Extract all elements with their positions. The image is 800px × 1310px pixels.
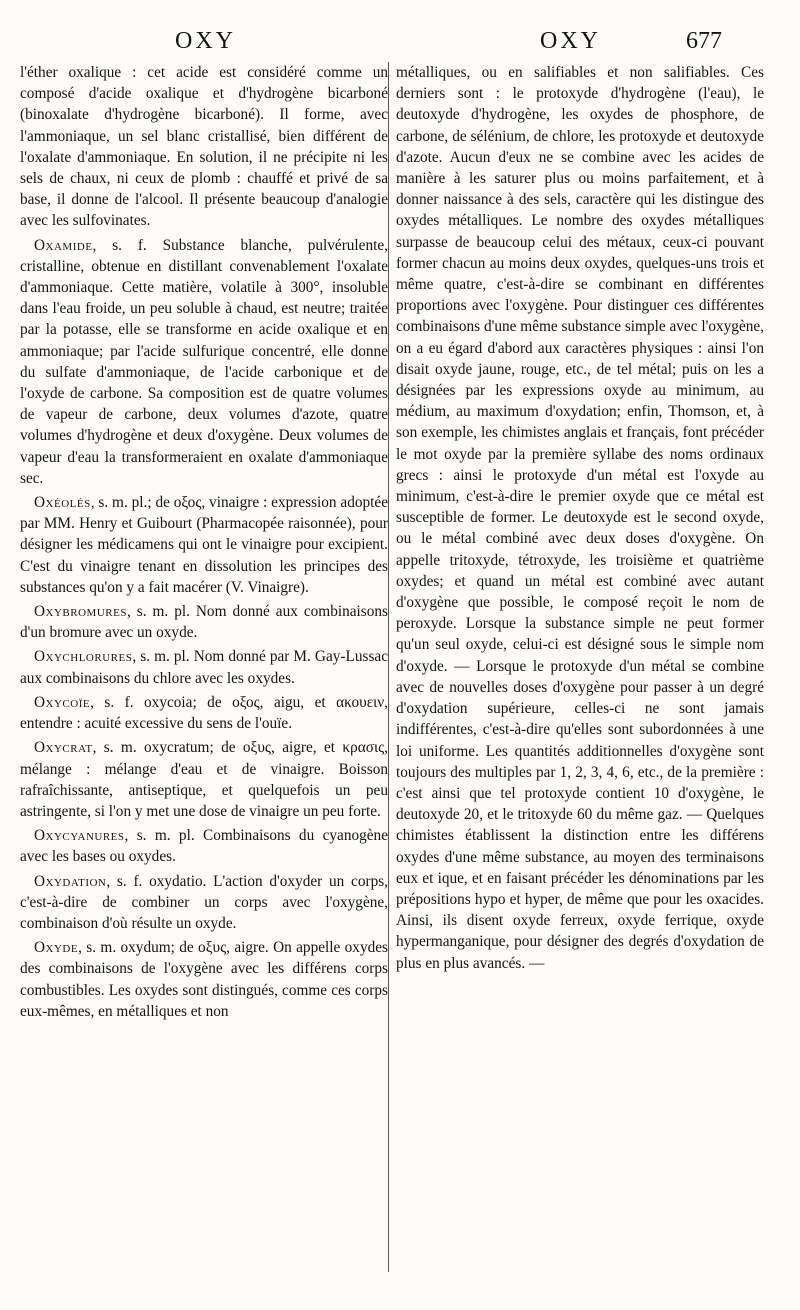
entry-body: , s. f. oxycoia; de οξος, aigu, et ακουειν, entendre : acuité excessive du sens de l'ouïe. xyxy=(20,693,388,733)
dictionary-entry xyxy=(20,737,388,822)
dictionary-entry xyxy=(20,937,388,1022)
right-column xyxy=(396,62,764,977)
dictionary-entry xyxy=(20,235,388,489)
left-running-headword: OXY xyxy=(175,28,236,54)
entry-body: l'éther oxalique : cet acide est considéré comme un composé d'acide oxalique et d'hydrogène bicarboné (binoxalate d'hydrogène bicarboné). Il forme, avec l'ammoniaque, un sel blanc cristallisé, bien différent de l'oxalate d'ammoniaque. En solution, il ne précipite ni les sels de chaux, ni ceux de plomb : chauffé et privé de sa base, il donne de l'alcool. Il présente beaucoup d'analogie avec les sulfovinates. xyxy=(20,64,388,230)
entry-body: , s. m. pl. Combinaisons du cyanogène avec les bases ou oxydes. xyxy=(20,827,388,866)
entry-term: Oxydation xyxy=(34,872,107,890)
entry-body: métalliques, ou en salifiables et non salifiables. Ces derniers sont : le protoxyde d'hydrogène (l'eau), le deutoxyde d'hydrogène, les oxydes de phosphore, de carbone, de sélénium, de chlore, les protoxyde et deutoxyde d'azote. Aucun d'eux ne se combine avec les acides de manière à les saturer plus ou moins parfaitement, et à donner naissance à des sels, caractère qui les distingue des oxydes métalliques. Le nombre des oxydes métalliques surpasse de beaucoup celui des métaux, ceux-ci pouvant former chacun au moins deux oxydes, quelques-uns trois et même quatre, c'est-à-dire se combinant en différentes proportions avec l'oxygène. Pour distinguer ces différentes combinaisons d'une même substance simple avec l'oxygène, on a eu égard d'abord aux caractères physiques : ainsi l'on disait oxyde jaune, rouge, etc., de tel métal; puis on les a désignées par les expressions oxyde au minimum, au médium, au maximum d'oxydation; enfin, Thomson, et, à son exemple, les chimistes anglais et français, font précéder le mot oxyde par la première syllabe des noms ordinaux grecs : ainsi le protoxyde d'un métal est l'oxyde au minimum, c'est-à-dire le premier oxyde que ce métal est susceptible de former. Le deutoxyde est le second oxyde, ou le métal combiné avec deux doses d'oxygène. On appelle tritoxyde, tétroxyde, les troisième et quatrième oxydes; et quand un métal est combiné avec autant d'oxygène que possible, le composé reçoit le nom de peroxyde. Lorsque la substance simple ne peut former qu'un seul oxyde, celui-ci est désigné sous le simple nom d'oxyde. — Lorsque le protoxyde d'un métal se combine avec de nouvelles doses d'oxygène pour passer à un degré d'oxydation supérieure, celles-ci ne sont jamais indifférentes, c'est-à-dire qu'elles sont subordonnées à une loi uniforme. Les quantités additionnelles d'oxygène sont toujours des multiples par 1, 2, 3, 4, 6, etc., de la première : c'est ainsi que tel protoxyde contient 10 d'oxygène, le deutoxyde 20, et le tritoxyde 60 du même gaz. — Quelques chimistes établissent la distinction entre les différens oxydes d'une même substance, au moyen des terminaisons eux et ique, et en faisant précéder les dénominations par les prépositions hypo et hyper, de même que pour les oxacides. Ainsi, ils disent oxyde ferreux, oxyde ferrique, oxyde hypermanganique, pour désigner des degrés d'oxydation de plus en plus avancés. — xyxy=(396,64,764,972)
entry-body: , s. m. pl. Nom donné par M. Gay-Lussac aux combinaisons du chlore avec les oxydes. xyxy=(20,648,388,687)
entry-term: Oxycoïe xyxy=(34,693,91,711)
entry-term: Oxybromures xyxy=(34,603,127,621)
entry-body: , s. m. pl. Nom donné aux combinaisons d'un bromure avec un oxyde. xyxy=(20,603,388,642)
continued-entry-text xyxy=(20,62,388,232)
continued-entry-text xyxy=(396,62,764,974)
entry-term: Oxyde xyxy=(34,939,79,957)
entry-body: , s. m. oxydum; de οξυς, aigre. On appelle oxydes des combinaisons de l'oxygène avec les différens corps combustibles. Les oxydes sont distingués, comme ces corps eux-mêmes, en métalliques et non xyxy=(20,939,388,1020)
column-divider xyxy=(388,62,389,1272)
entry-body: , s. m. pl.; de οξος, vinaigre : expression adoptée par MM. Henry et Guibourt (Pharmacopée raisonnée), pour désigner les médicamens qui ont le vinaigre pour excipient. C'est du vinaigre tenant en dissolution les principes des substances qu'on y a fait macérer (V. Vinaigre). xyxy=(20,494,388,596)
entry-term: Oxycyanures xyxy=(34,827,125,845)
left-column xyxy=(20,62,388,1025)
dictionary-entry xyxy=(20,692,388,734)
entry-term: Oxycrat xyxy=(34,739,93,757)
entry-body: , s. m. oxycratum; de οξυς, aigre, et κρασις, mélange : mélange d'eau et de vinaigre. Boisson rafraîchissante, antiseptique, et quelquefois un peu astringente, si l'on y met une dose de vinaigre un peu forte. xyxy=(20,739,388,820)
entry-term: Oxéolés xyxy=(34,494,91,512)
entry-body: , s. f. oxydatio. L'action d'oxyder un corps, c'est-à-dire de combiner un corps avec l'oxygène, combinaison d'où résulte un oxyde. xyxy=(20,872,388,932)
entry-body: , s. f. Substance blanche, pulvérulente, cristalline, obtenue en distillant convenablement l'oxalate d'ammoniaque. Cette matière, volatile à 300°, insoluble dans l'eau froide, un peu soluble à chaud, est neutre; traitée par la potasse, elle se transforme en acide oxalique et en ammoniaque; par l'acide sulfurique concentré, elle donne du sulfate d'ammoniaque, de l'acide carbonique et de l'oxyde de carbone. Sa composition est de quatre volumes de vapeur de carbone, deux volumes d'azote, quatre volumes d'hydrogène et deux d'oxygène. Deux volumes de vapeur d'eau la transformeraient en oxalate d'ammoniaque sec. xyxy=(20,236,388,487)
entry-term: Oxamide xyxy=(34,236,93,254)
right-running-headword: OXY xyxy=(540,28,601,54)
page-header xyxy=(20,28,780,64)
page-number: 677 xyxy=(686,28,722,54)
dictionary-entry xyxy=(20,646,388,688)
dictionary-entry xyxy=(20,601,388,643)
dictionary-entry xyxy=(20,871,388,935)
dictionary-entry xyxy=(20,492,388,598)
entry-term: Oxychlorures xyxy=(34,648,133,666)
dictionary-entry xyxy=(20,825,388,867)
